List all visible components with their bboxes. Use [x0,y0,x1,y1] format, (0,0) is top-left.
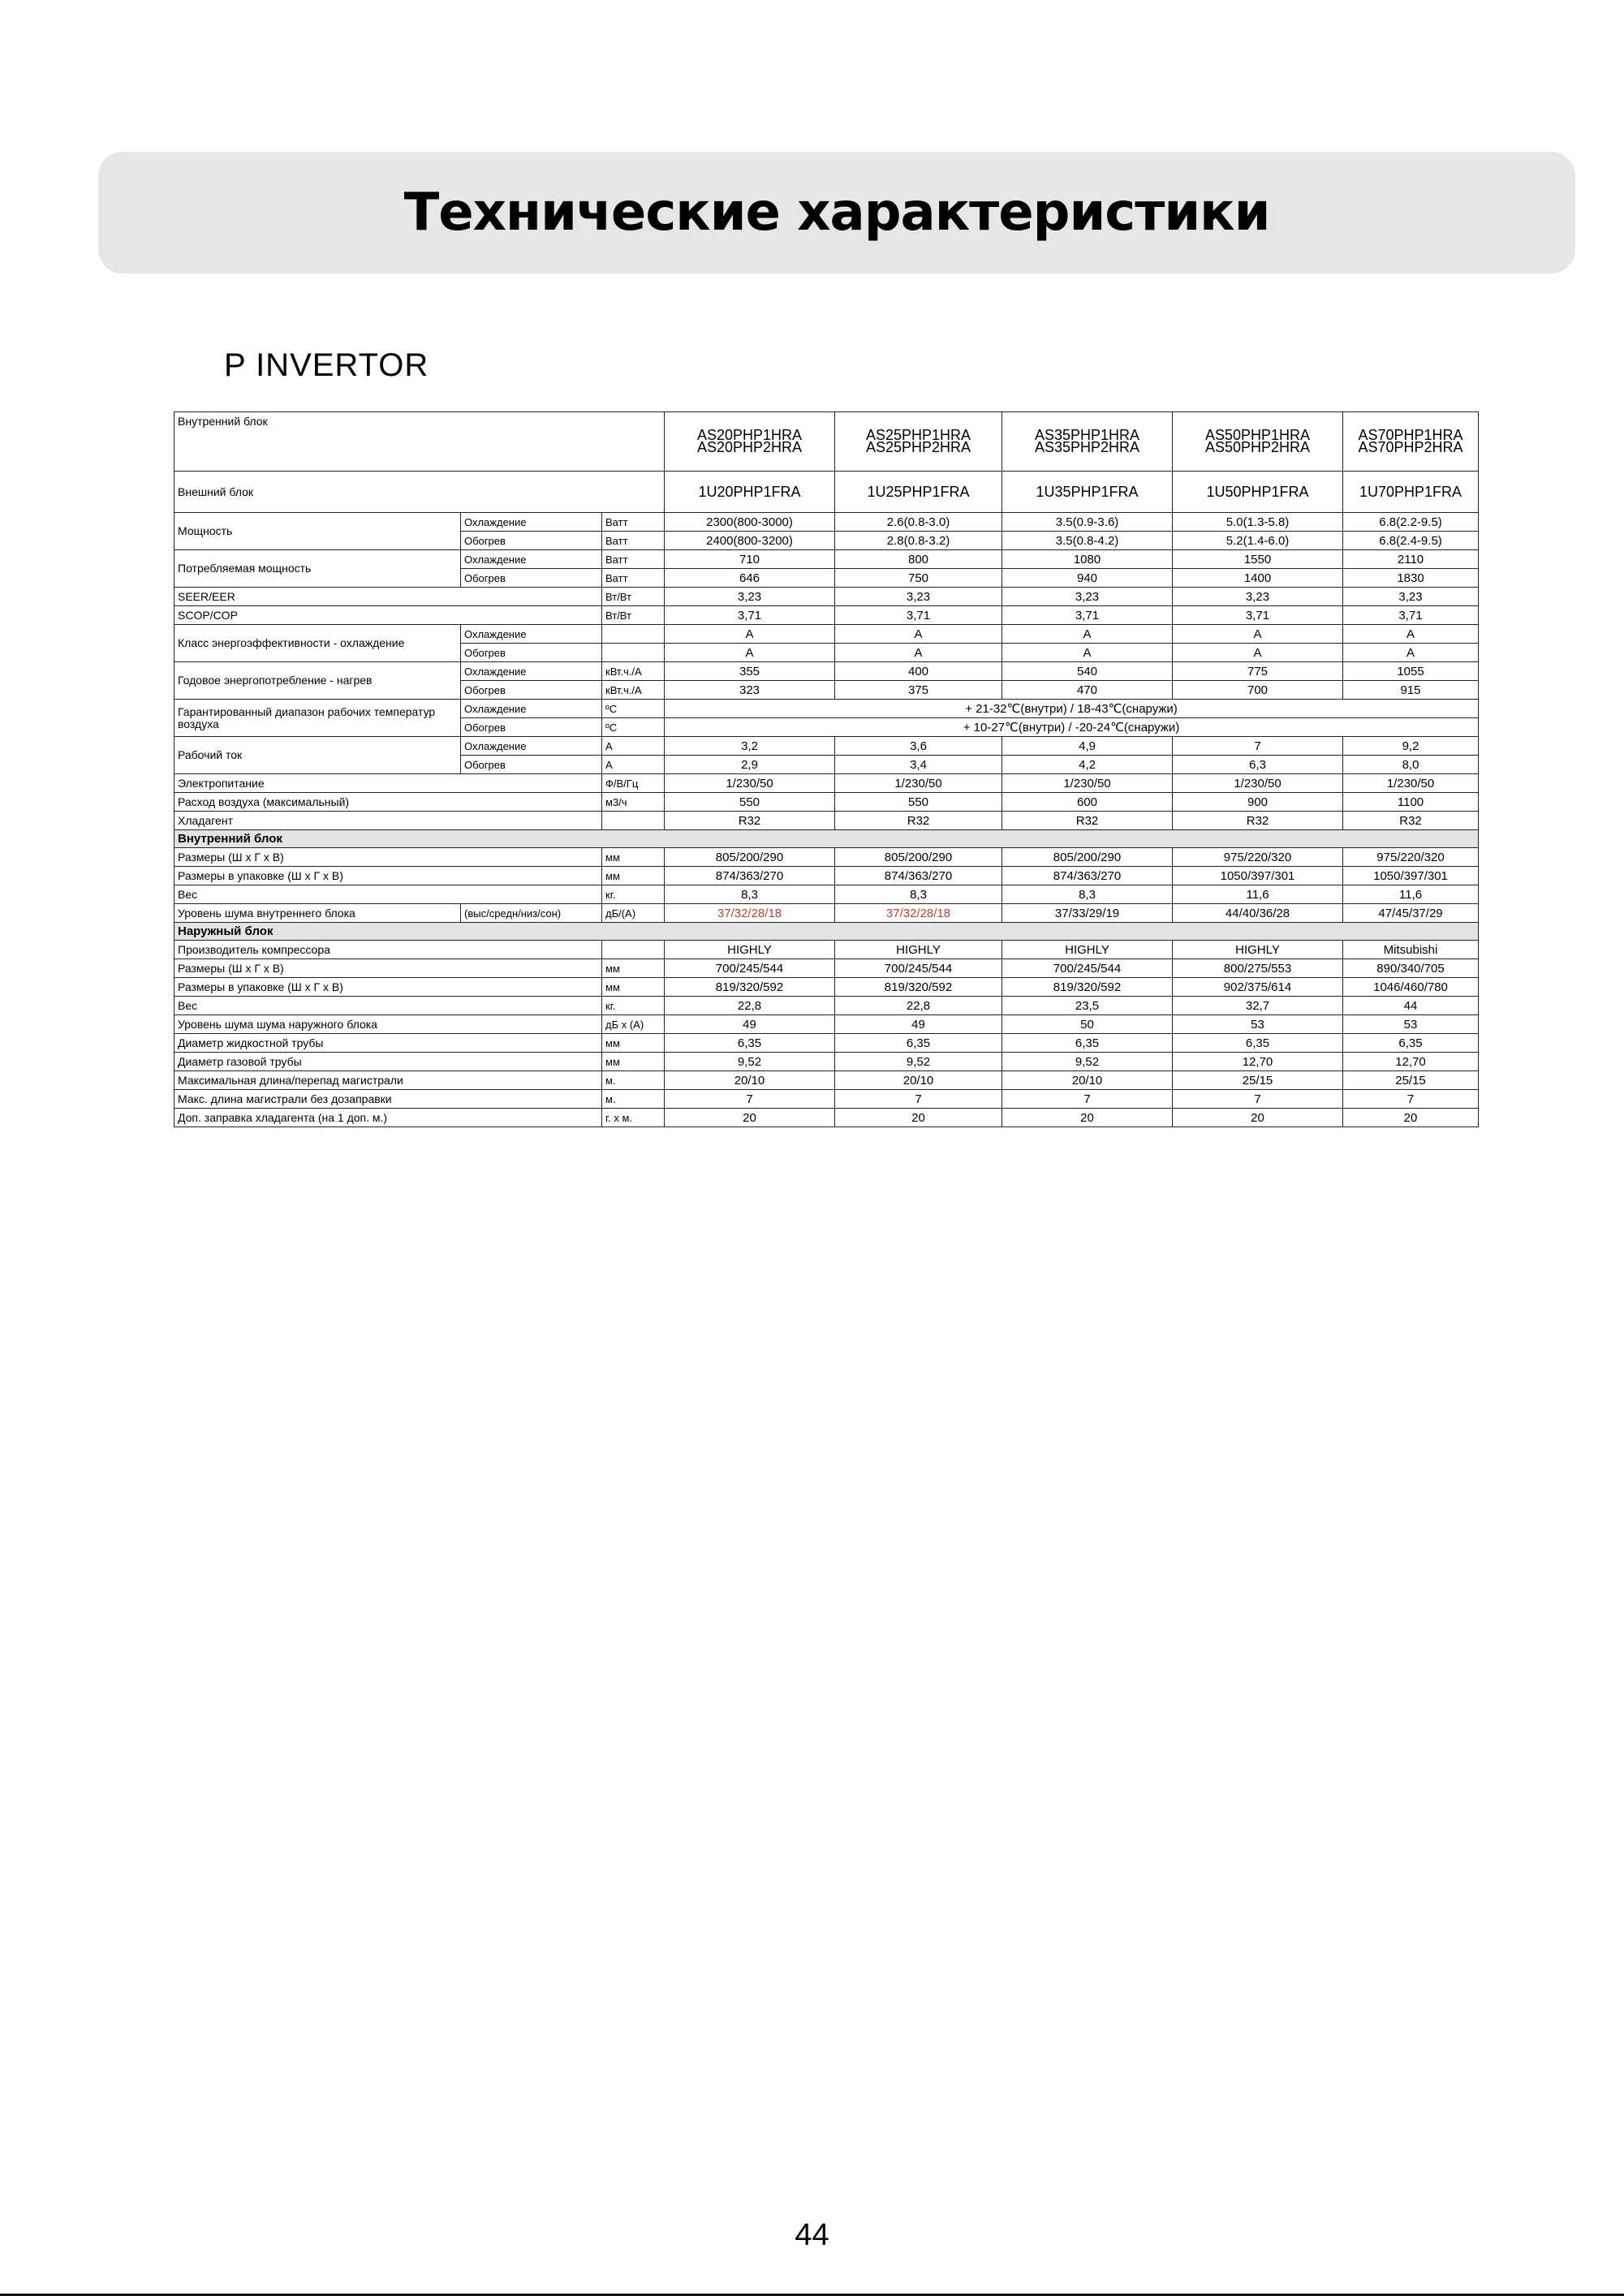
indoor-models-row [174,412,1479,472]
value-cell: 700/245/544 [1002,959,1173,978]
mode-label: Охлаждение [461,625,602,644]
row-label: Мощность [174,513,461,550]
row-label: Вес [174,885,602,904]
range-value: + 10-27℃(внутри) / -20-24℃(снаружи) [665,718,1479,737]
table-row [174,793,1479,812]
unit-cell: ºC [602,700,665,718]
value-cell: 20/10 [1002,1071,1173,1090]
value-cell: 6,35 [665,1034,835,1053]
value-cell: 1055 [1343,662,1479,681]
value-cell: 3,71 [1343,606,1479,625]
table-row [174,867,1479,885]
value-cell: 775 [1173,662,1343,681]
value-cell: 700/245/544 [665,959,835,978]
value-cell: 22,8 [835,997,1002,1015]
value-cell: 8,0 [1343,756,1479,774]
model-cell: AS35PHP1HRA AS35PHP2HRA [1002,412,1173,472]
row-label: SEER/EER [174,588,602,606]
value-cell: 9,52 [665,1053,835,1071]
value-cell: 1/230/50 [835,774,1002,793]
table-row [174,885,1479,904]
value-cell: 3,23 [835,588,1002,606]
row-label: Вес [174,997,602,1015]
value-cell: 805/200/290 [835,848,1002,867]
value-cell: 3,23 [665,588,835,606]
row-label: Размеры в упаковке (Ш х Г х В) [174,867,602,885]
value-cell: A [665,644,835,662]
value-cell: 12,70 [1173,1053,1343,1071]
unit-cell: Ватт [602,550,665,569]
model-cell: 1U50PHP1FRA [1173,472,1343,513]
unit-cell: м3/ч [602,793,665,812]
unit-cell: дБ х (А) [602,1015,665,1034]
range-value: + 21-32℃(внутри) / 18-43℃(снаружи) [665,700,1479,718]
unit-cell: дБ/(А) [602,904,665,923]
value-cell: HIGHLY [1173,941,1343,959]
value-cell: 1/230/50 [1343,774,1479,793]
model-cell: AS25PHP1HRA AS25PHP2HRA [835,412,1002,472]
unit-cell: м. [602,1090,665,1109]
unit-cell: мм [602,1034,665,1053]
model-cell: AS70PHP1HRA AS70PHP2HRA [1343,412,1479,472]
spec-table [174,411,1479,1127]
value-cell: 3,6 [835,737,1002,756]
value-cell: 1/230/50 [665,774,835,793]
value-cell: 3,71 [665,606,835,625]
value-cell: 540 [1002,662,1173,681]
unit-cell: А [602,737,665,756]
value-cell: 6,35 [1173,1034,1343,1053]
value-cell: 975/220/320 [1343,848,1479,867]
section-label: Внутренний блок [174,830,1479,848]
value-cell: 890/340/705 [1343,959,1479,978]
value-cell: 750 [835,569,1002,588]
mode-label: Охлаждение [461,513,602,532]
value-cell: 8,3 [835,885,1002,904]
value-cell: 700/245/544 [835,959,1002,978]
value-cell: 800 [835,550,1002,569]
value-cell: 2400(800-3200) [665,532,835,550]
value-cell: 3,23 [1173,588,1343,606]
value-cell: 23,5 [1002,997,1173,1015]
unit-cell: мм [602,959,665,978]
value-cell: 323 [665,681,835,700]
value-cell: 700 [1173,681,1343,700]
value-cell: 4,2 [1002,756,1173,774]
value-cell: 2110 [1343,550,1479,569]
value-cell: 819/320/592 [665,978,835,997]
value-cell: A [665,625,835,644]
page-title: Технические характеристики [403,183,1270,243]
table-row [174,700,1479,718]
unit-cell: Вт/Вт [602,606,665,625]
value-cell: 6,35 [835,1034,1002,1053]
value-cell: 9,2 [1343,737,1479,756]
row-label: Диаметр газовой трубы [174,1053,602,1071]
value-cell: 2,9 [665,756,835,774]
value-cell: 5.0(1.3-5.8) [1173,513,1343,532]
row-label: Годовое энергопотребление - нагрев [174,662,461,700]
unit-cell: мм [602,1053,665,1071]
model-cell: 1U20PHP1FRA [665,472,835,513]
table-row [174,959,1479,978]
value-cell: 1/230/50 [1173,774,1343,793]
model-cell: 1U25PHP1FRA [835,472,1002,513]
value-cell: 1400 [1173,569,1343,588]
value-cell: A [1002,625,1173,644]
row-sublabel: (выс/средн/низ/сон) [461,904,602,923]
value-cell: HIGHLY [665,941,835,959]
row-label: Уровень шума внутреннего блока [174,904,461,923]
mode-label: Обогрев [461,644,602,662]
table-row [174,848,1479,867]
value-cell: 22,8 [665,997,835,1015]
table-row [174,625,1479,644]
row-label: Класс энергоэффективности - охлаждение [174,625,461,662]
row-label: Хладагент [174,812,602,830]
value-cell: 470 [1002,681,1173,700]
value-cell: 3,71 [1173,606,1343,625]
value-cell: 3,23 [1002,588,1173,606]
value-cell: 6,3 [1173,756,1343,774]
unit-cell: Ватт [602,569,665,588]
value-cell: 600 [1002,793,1173,812]
series-subtitle: P INVERTOR [224,347,429,383]
value-cell: 20 [1002,1109,1173,1127]
value-cell: A [1002,644,1173,662]
value-cell: A [1343,644,1479,662]
value-cell: 37/33/29/19 [1002,904,1173,923]
value-cell: 53 [1173,1015,1343,1034]
indoor-unit-label: Внутренний блок [174,412,665,472]
value-cell: 11,6 [1343,885,1479,904]
row-label: Потребляемая мощность [174,550,461,588]
row-label: Макс. длина магистрали без дозаправки [174,1090,602,1109]
value-cell: 7 [1343,1090,1479,1109]
table-row [174,978,1479,997]
outdoor-models-row [174,472,1479,513]
value-cell: 2.6(0.8-3.0) [835,513,1002,532]
table-row [174,941,1479,959]
value-cell: 7 [1173,1090,1343,1109]
value-cell: 12,70 [1343,1053,1479,1071]
table-row [174,812,1479,830]
value-cell: 805/200/290 [665,848,835,867]
value-cell: 3,71 [835,606,1002,625]
value-cell: HIGHLY [835,941,1002,959]
value-cell: Mitsubishi [1343,941,1479,959]
model-cell: AS50PHP1HRA AS50PHP2HRA [1173,412,1343,472]
value-cell: 646 [665,569,835,588]
value-cell: 9,52 [1002,1053,1173,1071]
unit-cell: кВт.ч./А [602,662,665,681]
value-cell: 50 [1002,1015,1173,1034]
value-cell: 710 [665,550,835,569]
value-cell: 819/320/592 [1002,978,1173,997]
value-cell: 1050/397/301 [1343,867,1479,885]
table-row [174,550,1479,569]
value-cell: 902/375/614 [1173,978,1343,997]
value-cell: 6,35 [1343,1034,1479,1053]
mode-label: Обогрев [461,569,602,588]
table-row [174,997,1479,1015]
row-label: Уровень шума шума наружного блока [174,1015,602,1034]
value-cell: 874/363/270 [1002,867,1173,885]
value-cell: 49 [665,1015,835,1034]
value-cell: 2.8(0.8-3.2) [835,532,1002,550]
value-cell: 874/363/270 [835,867,1002,885]
value-cell: A [1343,625,1479,644]
mode-label: Обогрев [461,718,602,737]
value-cell: R32 [665,812,835,830]
value-cell: 3,4 [835,756,1002,774]
value-cell: 2300(800-3000) [665,513,835,532]
value-cell: 1080 [1002,550,1173,569]
unit-cell: Вт/Вт [602,588,665,606]
value-cell: 7 [1002,1090,1173,1109]
value-cell: 819/320/592 [835,978,1002,997]
value-cell: 7 [835,1090,1002,1109]
value-cell: 355 [665,662,835,681]
value-cell: 20/10 [835,1071,1002,1090]
value-cell: 3.5(0.9-3.6) [1002,513,1173,532]
value-cell: A [835,644,1002,662]
mode-label: Охлаждение [461,662,602,681]
section-label: Наружный блок [174,923,1479,941]
value-cell: A [1173,625,1343,644]
model-cell: 1U70PHP1FRA [1343,472,1479,513]
unit-cell [602,812,665,830]
value-cell: 1550 [1173,550,1343,569]
value-cell: 8,3 [1002,885,1173,904]
value-cell: 1100 [1343,793,1479,812]
unit-cell: ºC [602,718,665,737]
value-cell: 20 [1343,1109,1479,1127]
unit-cell [602,941,665,959]
row-label: Производитель компрессора [174,941,602,959]
value-cell: R32 [1002,812,1173,830]
table-row [174,1034,1479,1053]
value-cell: 20 [665,1109,835,1127]
mode-label: Обогрев [461,681,602,700]
value-cell: 37/32/28/18 [835,904,1002,923]
value-cell: 1/230/50 [1002,774,1173,793]
value-cell: 375 [835,681,1002,700]
value-cell: 550 [665,793,835,812]
value-cell: 44 [1343,997,1479,1015]
mode-label: Охлаждение [461,700,602,718]
unit-cell: кВт.ч./А [602,681,665,700]
table-row [174,513,1479,532]
model-cell: AS20PHP1HRA AS20PHP2HRA [665,412,835,472]
value-cell: 37/32/28/18 [665,904,835,923]
unit-cell: Ватт [602,513,665,532]
table-row [174,1015,1479,1034]
table-row [174,774,1479,793]
section-header-indoor [174,830,1479,848]
page-number: 44 [795,2218,829,2252]
value-cell: 3,23 [1343,588,1479,606]
row-label: Электропитание [174,774,602,793]
mode-label: Охлаждение [461,737,602,756]
unit-cell: г. х м. [602,1109,665,1127]
unit-cell: кг. [602,997,665,1015]
value-cell: 1050/397/301 [1173,867,1343,885]
row-label: Максимальная длина/перепад магистрали [174,1071,602,1090]
unit-cell: мм [602,848,665,867]
table-row [174,1053,1479,1071]
row-label: Гарантированный диапазон рабочих температур воздуха [174,700,461,737]
value-cell: 44/40/36/28 [1173,904,1343,923]
value-cell: 4,9 [1002,737,1173,756]
table-row [174,1109,1479,1127]
value-cell: 7 [1173,737,1343,756]
table-row [174,1090,1479,1109]
value-cell: 8,3 [665,885,835,904]
unit-cell: А [602,756,665,774]
unit-cell: м. [602,1071,665,1090]
mode-label: Обогрев [461,532,602,550]
row-label: Рабочий ток [174,737,461,774]
title-banner [98,152,1575,274]
row-label: Доп. заправка хладагента (на 1 доп. м.) [174,1109,602,1127]
row-label: Размеры (Ш х Г х В) [174,959,602,978]
value-cell: 940 [1002,569,1173,588]
value-cell: 1830 [1343,569,1479,588]
model-cell: 1U35PHP1FRA [1002,472,1173,513]
value-cell: 3.5(0.8-4.2) [1002,532,1173,550]
outdoor-unit-label: Внешний блок [174,472,665,513]
value-cell: R32 [835,812,1002,830]
value-cell: 1046/460/780 [1343,978,1479,997]
row-label: Расход воздуха (максимальный) [174,793,602,812]
value-cell: A [1173,644,1343,662]
value-cell: 47/45/37/29 [1343,904,1479,923]
table-row [174,904,1479,923]
value-cell: 5.2(1.4-6.0) [1173,532,1343,550]
unit-cell: мм [602,978,665,997]
row-label: Размеры в упаковке (Ш х Г х В) [174,978,602,997]
unit-cell [602,625,665,644]
value-cell: 975/220/320 [1173,848,1343,867]
value-cell: 6,35 [1002,1034,1173,1053]
value-cell: 800/275/553 [1173,959,1343,978]
value-cell: 915 [1343,681,1479,700]
value-cell: 550 [835,793,1002,812]
unit-cell: кг. [602,885,665,904]
row-label: Диаметр жидкостной трубы [174,1034,602,1053]
value-cell: HIGHLY [1002,941,1173,959]
value-cell: 20/10 [665,1071,835,1090]
row-label: Размеры (Ш х Г х В) [174,848,602,867]
row-label: SCOP/COP [174,606,602,625]
value-cell: 20 [835,1109,1002,1127]
unit-cell: Ф/В/Гц [602,774,665,793]
value-cell: 49 [835,1015,1002,1034]
unit-cell: мм [602,867,665,885]
table-row [174,737,1479,756]
value-cell: 25/15 [1343,1071,1479,1090]
value-cell: 400 [835,662,1002,681]
table-row [174,606,1479,625]
value-cell: 11,6 [1173,885,1343,904]
value-cell: 900 [1173,793,1343,812]
mode-label: Обогрев [461,756,602,774]
value-cell: 7 [665,1090,835,1109]
value-cell: 53 [1343,1015,1479,1034]
mode-label: Охлаждение [461,550,602,569]
value-cell: 805/200/290 [1002,848,1173,867]
table-row [174,588,1479,606]
value-cell: 3,71 [1002,606,1173,625]
value-cell: 6.8(2.2-9.5) [1343,513,1479,532]
unit-cell: Ватт [602,532,665,550]
value-cell: 32,7 [1173,997,1343,1015]
section-header-outdoor [174,923,1479,941]
value-cell: R32 [1173,812,1343,830]
value-cell: 25/15 [1173,1071,1343,1090]
unit-cell [602,644,665,662]
table-row [174,662,1479,681]
table-row [174,1071,1479,1090]
value-cell: 6.8(2.4-9.5) [1343,532,1479,550]
value-cell: 9,52 [835,1053,1002,1071]
value-cell: 3,2 [665,737,835,756]
value-cell: R32 [1343,812,1479,830]
value-cell: A [835,625,1002,644]
value-cell: 874/363/270 [665,867,835,885]
value-cell: 20 [1173,1109,1343,1127]
